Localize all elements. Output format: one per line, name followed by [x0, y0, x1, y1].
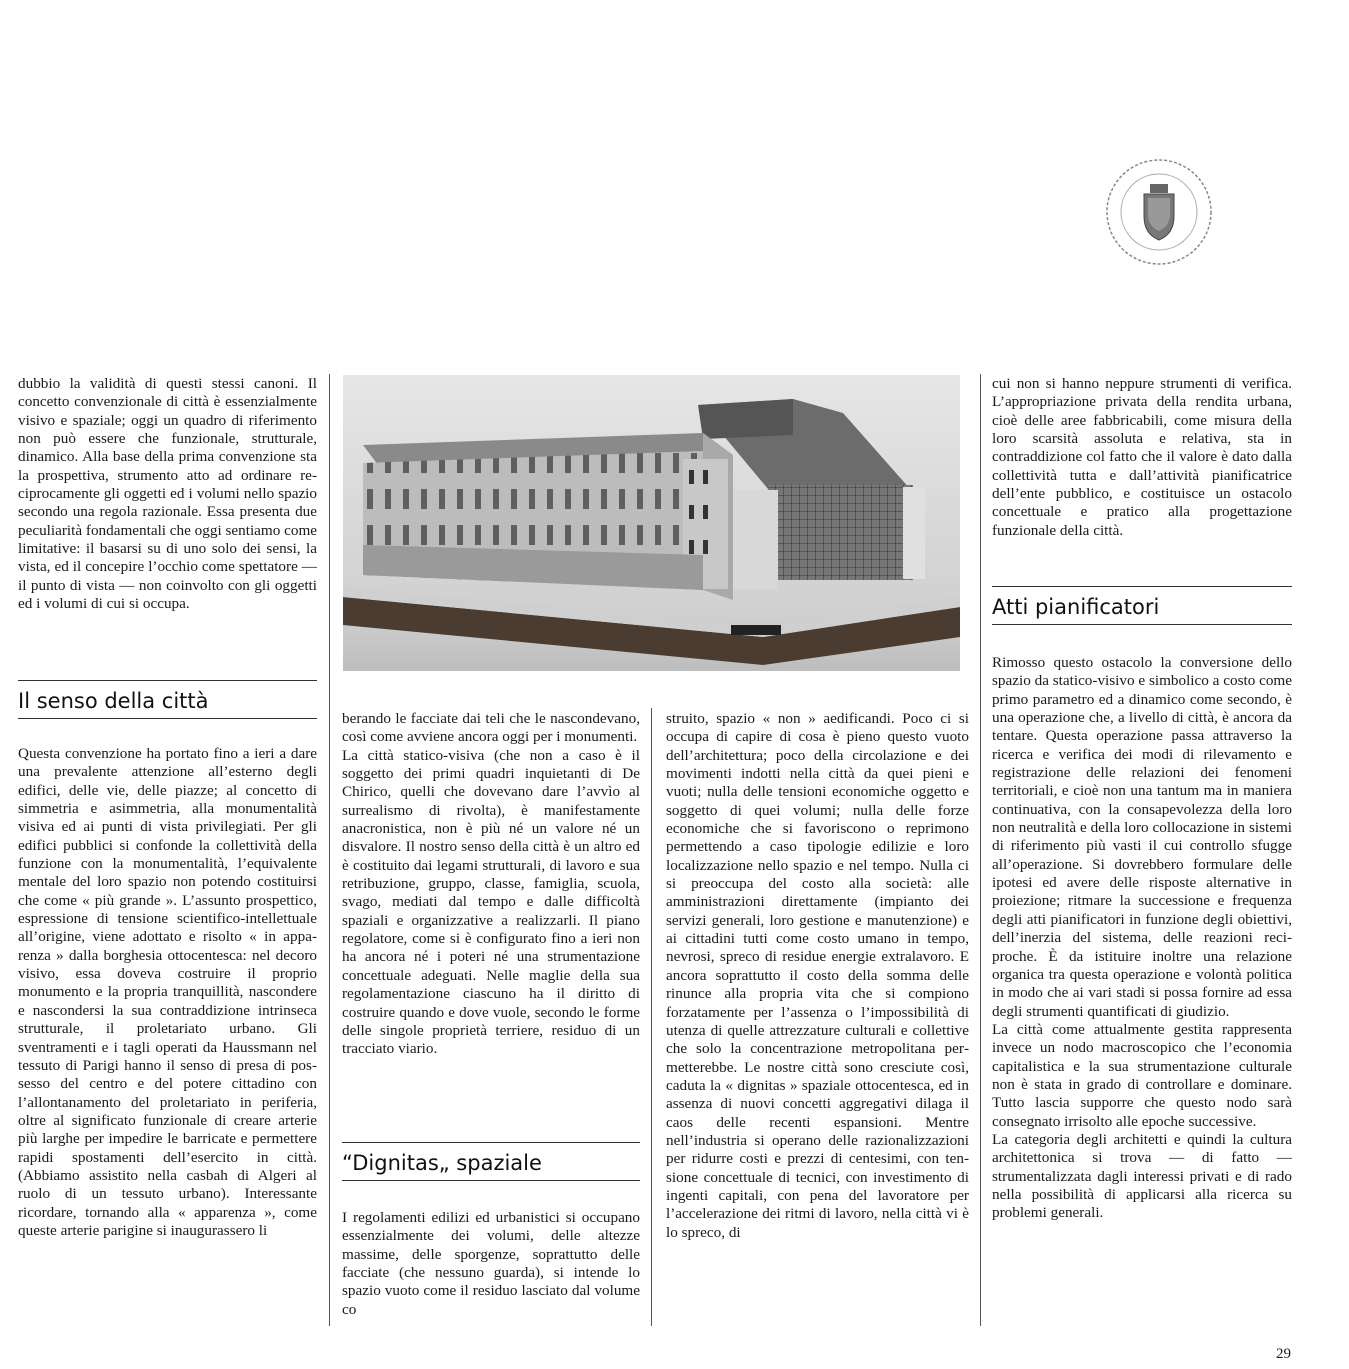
column-1-top-text: [18, 375, 317, 613]
heading-rule: [342, 1142, 640, 1143]
paragraph: Rimosso questo ostacolo la conversione dello spazio da statico-visivo e simbolico a costo come primo parametro ed a dinamico come secondo, è una operazione che, a livello di città, è ancora da tentare. Questa operazione passa attraverso la ricerca e verifica dei modi di rilevamento e registrazione delle relazioni dei fenomeni territoriali, e cioè non una tantum ma in maniera continuativa, con la consapevolezza della loro non neutralità e della loro collocazione in sistemi di riferimento più vasti il cui controllo sfugge all’operazione. Si dovrebbero formulare delle ipotesi ed avere delle risposte alternative in proiezione; ritmare la successione e frequenza degli atti pianificatori in funzione degli obiettivi, dell’inerzia del sistema, delle reazioni reciproche. È da istituire inoltre una relazione organica tra questa operazione e volontà politica in modo che ai vari stadi si possa fornire ad essa degli strumenti quantificati di giudizio.: [992, 654, 1292, 1020]
building-model-illustration: [343, 375, 960, 671]
heading-rule: [992, 586, 1292, 587]
paragraph: cui non si hanno neppure strumenti di verifica. L’appropriazione privata della rendita urbana, cioè delle aree fabbricabili, come misura della loro scarsità assoluta e relativa, sta in contraddizione col fatto che il valore è dato dalla collettività tutta e dall’attività pianificatrice dell’ente pubblico, e costituisce un ostacolo concettuale e pratico alla progettazione funzionale della città.: [992, 375, 1292, 539]
column-2-text: [342, 710, 640, 1059]
paragraph: Questa convenzione ha portato fino a ieri a dare una prevalente attenzione all’esterno degli edifici, delle vie, delle piazze; al concetto di simmetria e asimmetria, alla monumentalità visiva ed ai punti di vista privilegiati. Per gli edifici pubblici si confonde la collettività della funzione con la monumentalità, l’equivalente mentale del loro spazio non potendo costituirsi che come « più grande ». L’assunto prospettico, espressione di tensione scientifico-intellettuale all’origine, viene adottato e risolto « in apparenza » dalla borghesia ottocentesca: nel decoro visivo, essa doveva costruire il proprio monumento e la propria tranquillità, nascondere e nascondersi la sua contraddizione intrinseca strutturale, il proletariato urbano. Gli sventramenti e i tagli operati da Haussmann nel tessuto di Parigi hanno il senso di presa di possesso del centro e del potere cittadino con l’allontanamento del proletariato in periferia, oltre al significato funzionale di creare arterie più larghe per impedire le barricate e permettere rapidi spostamenti dell’esercito in città. (Abbiamo assistito nella casbah di Algeri al ruolo di un tessuto urbano). Interessante ricordare, tornando alla « apparenza », come queste arterie parigine si inaugurassero li: [18, 745, 317, 1239]
paragraph: La città statico-visiva (che non a caso è il soggetto dei primi quadri inquietanti di De Chirico, quelli che dovevano dare l’avvìo al surrealismo di rivolta), è manifestamente anacronistica, non è più né un valore né un disvalore. Il nostro senso della città è un altro ed è costituito dai legami strutturali, di lavoro e sua retribuzione, gruppo, classe, famiglia, scuola, svago, mediati dal tempo e dalle difficoltà spaziali e organizzative a realizzarli. Il piano regolatore, come si è configurato fino a ieri non ha ancora né i poteri né una strumentazione concettuale adeguati. Nelle maglie della sua regolamentazione ciascuno ha il diritto di costruire quando e dove vuole, secondo le forme delle singole proprietà terriere, residuo di un tracciato viario.: [342, 746, 640, 1058]
column-divider: [329, 374, 330, 1326]
heading-text: Il senso della città: [18, 689, 209, 713]
heading-text: “Dignitas„ spaziale: [342, 1151, 542, 1175]
column-4-body-text: [992, 654, 1292, 1223]
column-divider: [980, 374, 981, 1326]
paragraph: berando le facciate dai teli che le nascondevano, così come avviene ancora oggi per i monumenti.: [342, 710, 640, 746]
paragraph: struito, spazio « non » aedificandi. Poco ci si occupa di capire di cosa è pieno questo vuoto dell’architettura; poco della circolazione e dei movimenti indotti nella città da quei pieni e vuoti; nulla delle tensioni economiche oggetto e soggetto di quei volumi; nulla delle forze economiche che si favoriscono o reprimono permettendo a caso tipologie edilizie e loro localizzazione nello spazio e nel tempo. Nulla ci si preoccupa del costo alla società: alle amministrazioni direttamente (impianto dei servizi generali, loro gestione e manutenzione) e ai cittadini tutti come costo umano in tempo, nevrosi, spreco di residue energie extralavoro. E ancora soprattutto il costo della somma delle rinunce alla propria vita che si compiono forzatamente per l’assenza o l’impossibilità di utenza di quelle attrezzature culturali e collettive che solo la concentrazione metropolitana permetterebbe. Le nostre città sono cresciute così, caduta la « dignitas » spaziale ottocentesca, ed in assenza di nuovi concetti aggregativi dilaga il caos delle recenti espansioni. Mentre nell’industria si operano delle razionalizzazioni per ridurre costi e prezzi di centesimi, con tensione concettuale di tecnici, con investimento di ingenti capitali, con pena del lavoratore per l’accelerazione dei ritmi di lavoro, nella città vi è lo spreco, di: [666, 710, 969, 1241]
section-heading-dignitas: [342, 1150, 640, 1181]
column-divider: [651, 708, 652, 1326]
paragraph: I regolamenti edilizi ed urbanistici si occupano essenzialmente dei volumi, delle altezze massime, delle sporgenze, soprattutto delle facciate (che nessuno guarda), si intende lo spazio vuoto come il residuo lasciato dal volume co: [342, 1209, 640, 1318]
library-stamp: [1100, 150, 1218, 278]
paragraph: La categoria degli architetti e quindi la cultura architettonica si trova — di fatto — strumentalizzata dagli interessi privati e di rado nella possibilità di applicarsi alla ricerca su problemi generali.: [992, 1130, 1292, 1222]
heading-text: Atti pianificatori: [992, 595, 1160, 619]
stamp-seal-icon: [1100, 150, 1218, 278]
page-number: 29: [1276, 1346, 1291, 1362]
column-4-top-text: [992, 375, 1292, 540]
column-2-bottom-text: [342, 1209, 640, 1319]
heading-rule: [18, 680, 317, 681]
building-model-photo: [343, 375, 960, 671]
section-heading-atti: [992, 594, 1292, 625]
section-heading-senso: [18, 688, 317, 719]
column-3-text: [666, 710, 969, 1242]
column-1-body-text: [18, 745, 317, 1240]
paragraph: La città come attualmente gestita rappresenta invece un nodo macroscopico che l’economia capitalistica e la sua strumentazione culturale non è stata in grado di controllare e dominare. Tutto lascia supporre che questo nodo sarà consegnato irrisolto alle epoche successive.: [992, 1020, 1292, 1130]
paragraph: dubbio la validità di questi stessi canoni. Il concetto convenzionale di città è essenzialmente visivo e spaziale; oggi un quadro di riferimento non può essere che funzionale, strutturale, dinamico. Alla base della prima convenzione sta la prospettiva, strumento atto ad ordinare reciprocamente gli oggetti ed i volumi nello spazio secondo una regola razionale. Essa presenta due peculiarità fondamentali che oggi sentiamo come limitative: il basarsi su di uno solo dei sensi, la vista, ed il concepire l’occhio come spettatore — il punto di vista — non coinvolto con gli oggetti ed i volumi di cui si occupa.: [18, 375, 317, 613]
